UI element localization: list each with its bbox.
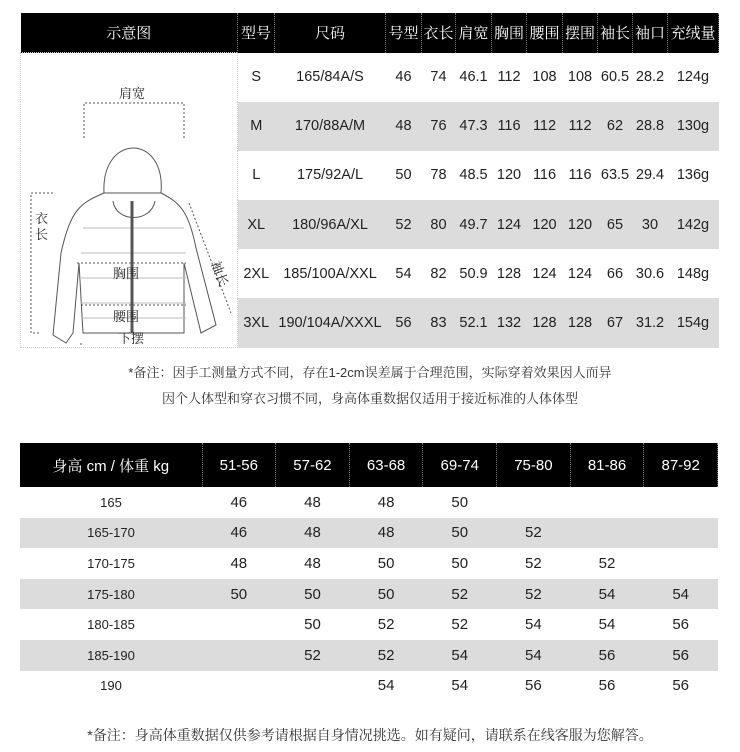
table-cell: 50.9: [459, 265, 488, 282]
table-cell: 52: [525, 554, 542, 572]
table-cell: 128: [496, 265, 522, 282]
table-cell: 56: [644, 640, 718, 671]
table-cell: 175/92A/L: [296, 167, 364, 184]
table-cell: 54: [451, 677, 469, 695]
table-cell: 54: [598, 616, 616, 634]
column-header: 充绒量: [668, 13, 719, 53]
column-header: 69-74: [423, 443, 497, 487]
table-cell: 142g: [668, 200, 719, 249]
table-cell: 52: [377, 616, 395, 634]
table-cell: 2XL: [243, 265, 270, 282]
table-cell: 31.2: [633, 298, 668, 347]
table-cell: 165-170: [20, 518, 202, 549]
table-cell: 170/88A/M: [275, 102, 386, 151]
column-header: 尺码: [275, 13, 386, 53]
table-cell: 180-185: [87, 617, 135, 633]
column-header: 身高 cm / 体重 kg: [20, 443, 202, 487]
table-cell: [644, 548, 718, 579]
table-cell: [202, 640, 276, 671]
table-cell: 54: [644, 579, 718, 610]
table-cell: 52: [598, 554, 616, 572]
table-cell: 130g: [668, 102, 719, 151]
table-cell: S: [251, 69, 262, 86]
table-cell: 62: [598, 102, 633, 151]
table-cell: 29.4: [635, 167, 665, 184]
table-cell: 63.5: [600, 167, 630, 184]
table-cell: 52.1: [456, 298, 492, 347]
table-cell: 116: [492, 102, 527, 151]
table-row: [20, 640, 718, 671]
column-header: 63-68: [349, 443, 423, 487]
table-cell: 78: [430, 167, 447, 184]
table-cell: 52: [451, 616, 469, 634]
diagram-cell: [21, 53, 238, 348]
table-cell: 65: [598, 200, 633, 249]
table-cell: 148g: [676, 265, 710, 282]
table-cell: 50: [377, 554, 395, 572]
table-cell: 165/84A/S: [296, 69, 364, 86]
table-cell: 30.6: [635, 265, 665, 282]
table-cell: 48: [304, 554, 321, 572]
table-cell: 54: [525, 616, 542, 634]
label-hem: 下摆: [118, 331, 145, 346]
table-cell: 28.2: [635, 69, 665, 86]
table-row: [20, 518, 718, 549]
table-cell: 170-175: [87, 555, 135, 571]
table-cell: 190: [100, 678, 122, 694]
column-header: 肩宽: [456, 13, 492, 53]
table-row: [20, 579, 718, 610]
column-header: 胸围: [492, 13, 527, 53]
label-length: 衣长: [35, 211, 49, 242]
table-cell: 80: [422, 200, 456, 249]
table-cell: 82: [430, 265, 447, 282]
table-cell: 124: [567, 265, 593, 282]
table-cell: 124g: [676, 69, 710, 86]
table-cell: 112: [497, 69, 521, 86]
table-cell: 56: [598, 677, 616, 695]
column-header: 87-92: [644, 443, 718, 487]
table-cell: 120: [496, 167, 522, 184]
table-cell: 52: [497, 518, 571, 549]
table-cell: 136g: [676, 167, 710, 184]
table-cell: 46: [202, 518, 276, 549]
label-shoulder: 肩宽: [119, 86, 146, 101]
table-cell: 190/104A/XXXL: [275, 298, 386, 347]
table-cell: 50: [395, 167, 412, 184]
table-cell: 60.5: [600, 69, 630, 86]
table-cell: 185-190: [20, 640, 202, 671]
column-header: 衣长: [422, 13, 456, 53]
table-cell: 3XL: [238, 298, 275, 347]
table-cell: 54: [497, 640, 571, 671]
column-header: 号型: [386, 13, 422, 53]
table-cell: 50: [349, 579, 423, 610]
table-cell: 48.5: [459, 167, 488, 184]
table-cell: 108: [532, 69, 557, 86]
table-cell: 30: [633, 200, 668, 249]
column-header: 型号: [238, 13, 275, 53]
table-cell: 165: [100, 494, 122, 510]
jacket-diagram: [21, 53, 238, 347]
table-cell: 185/100A/XXL: [283, 265, 377, 282]
table-cell: 128: [563, 298, 598, 347]
table-cell: [202, 609, 276, 640]
size-table: [20, 13, 719, 348]
table-cell: 56: [672, 616, 690, 634]
table-cell: 108: [567, 69, 593, 86]
table-cell: 46: [395, 69, 412, 86]
table-cell: 56: [570, 640, 644, 671]
label-chest: 胸围: [113, 266, 140, 281]
table-cell: 74: [430, 69, 447, 86]
table-cell: [570, 518, 644, 549]
column-header: 腰围: [527, 13, 563, 53]
table-cell: 50: [304, 616, 321, 634]
table-cell: 124: [492, 200, 527, 249]
table-cell: 54: [395, 265, 412, 282]
table-cell: 180/96A/XL: [275, 200, 386, 249]
table-cell: 54: [570, 579, 644, 610]
table-row: [20, 671, 718, 702]
table-cell: 48: [377, 493, 395, 511]
table-cell: 50: [423, 518, 497, 549]
table-cell: 49.7: [456, 200, 492, 249]
table-cell: 47.3: [456, 102, 492, 151]
table-cell: [644, 518, 718, 549]
table-cell: 124: [532, 265, 557, 282]
fit-table: [20, 443, 718, 701]
table-cell: 116: [532, 167, 557, 184]
table-cell: [202, 671, 276, 702]
column-header: 57-62: [276, 443, 350, 487]
table-cell: 52: [423, 579, 497, 610]
table-row: [20, 609, 718, 640]
table-cell: 112: [563, 102, 598, 151]
table-cell: 67: [598, 298, 633, 347]
table-cell: 52: [497, 579, 571, 610]
table-cell: L: [252, 167, 261, 184]
table-cell: 175-180: [20, 579, 202, 610]
column-header: 81-86: [570, 443, 644, 487]
table-cell: 48: [386, 102, 422, 151]
table-cell: 112: [527, 102, 563, 151]
table-cell: 52: [349, 640, 423, 671]
table-cell: 50: [451, 554, 469, 572]
note-bottom: *备注：身高体重数据仅供参考请根据自身情况挑选。如有疑问，请联系在线客服为您解答。: [87, 727, 653, 743]
table-cell: 50: [276, 579, 350, 610]
table-cell: 56: [672, 677, 690, 695]
column-header: 袖口: [633, 13, 668, 53]
table-row: [20, 487, 718, 518]
table-cell: 48: [230, 554, 248, 572]
table-row: [20, 548, 718, 579]
table-cell: [644, 487, 718, 518]
table-cell: 120: [527, 200, 563, 249]
column-header: 袖长: [598, 13, 633, 53]
table-cell: 48: [276, 518, 350, 549]
label-sleeve: 袖长: [208, 258, 232, 289]
column-header: 75-80: [497, 443, 571, 487]
table-cell: M: [238, 102, 275, 151]
table-cell: 116: [568, 167, 592, 184]
table-cell: 120: [563, 200, 598, 249]
table-cell: 66: [606, 265, 624, 282]
table-cell: 54: [423, 640, 497, 671]
column-header: 51-56: [202, 443, 276, 487]
table-cell: XL: [238, 200, 275, 249]
table-cell: 52: [276, 640, 350, 671]
table-cell: [570, 487, 644, 518]
table-cell: 132: [492, 298, 527, 347]
column-header: 摆围: [563, 13, 598, 53]
table-cell: 46.1: [459, 69, 488, 86]
column-header: 示意图: [21, 13, 238, 53]
table-cell: 83: [422, 298, 456, 347]
table-cell: 154g: [668, 298, 719, 347]
table-cell: 76: [422, 102, 456, 151]
note-line-1: *备注：因手工测量方式不同，存在1-2cm误差属于合理范围，实际穿着效果因人而异: [128, 365, 612, 380]
table-cell: [497, 487, 571, 518]
note-line-2: 因个人体型和穿衣习惯不同，身高体重数据仅适用于接近标准的人体体型: [161, 391, 578, 406]
table-cell: 52: [386, 200, 422, 249]
table-cell: 54: [377, 677, 395, 695]
table-cell: 50: [451, 493, 469, 511]
table-cell: 48: [349, 518, 423, 549]
table-row: [21, 53, 719, 102]
table-cell: [276, 671, 350, 702]
table-cell: 56: [525, 677, 542, 695]
table-cell: 50: [202, 579, 276, 610]
label-waist: 腰围: [113, 309, 140, 324]
table-cell: 28.8: [633, 102, 668, 151]
table-cell: 48: [304, 493, 321, 511]
table-cell: 56: [386, 298, 422, 347]
table-cell: 128: [527, 298, 563, 347]
table-cell: 46: [230, 493, 248, 511]
